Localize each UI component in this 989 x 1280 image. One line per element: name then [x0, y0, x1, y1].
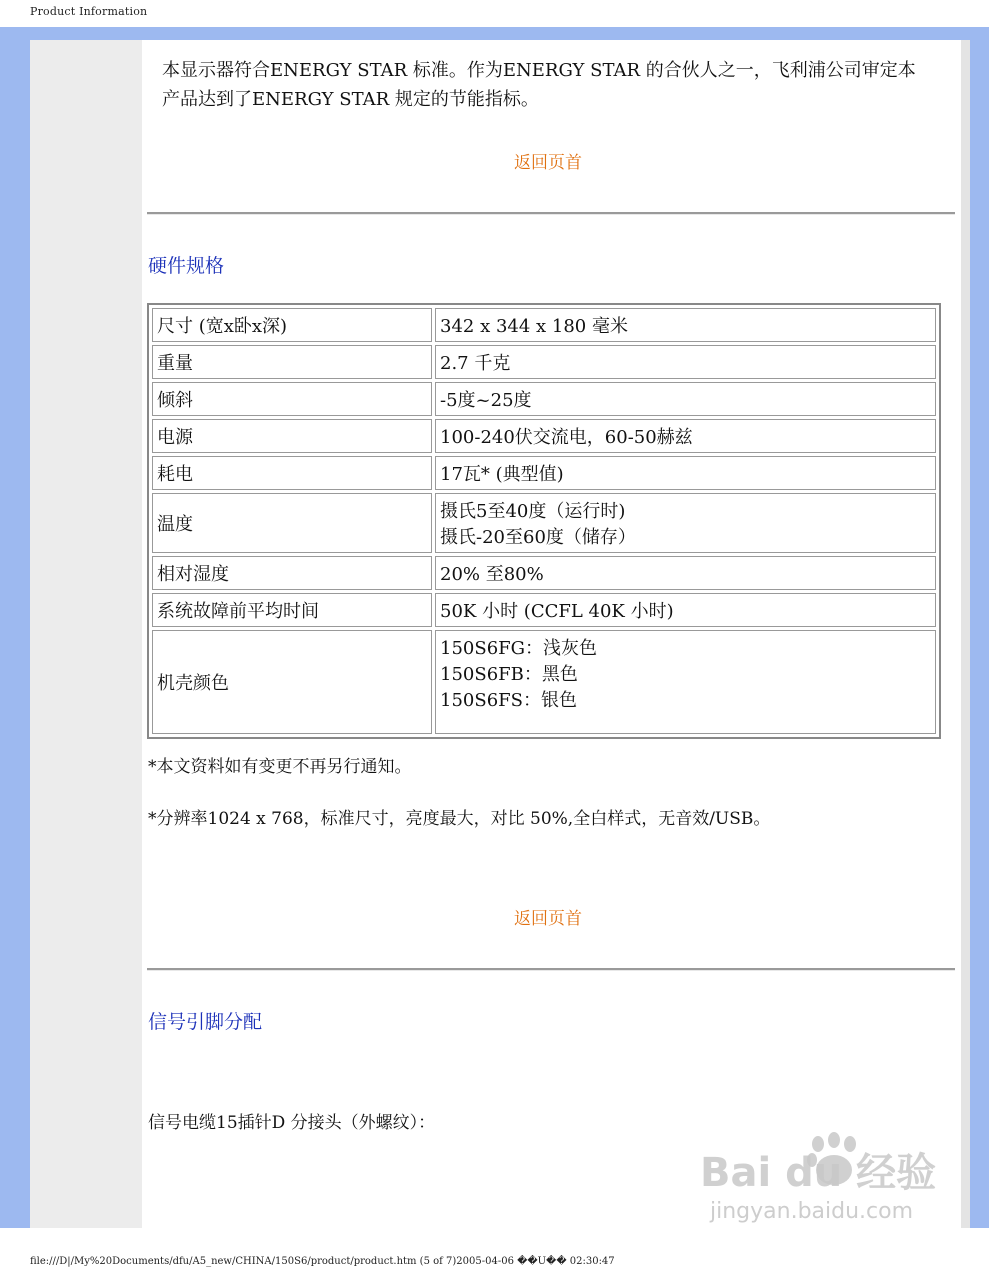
spec-value: 20% 至80%	[435, 556, 936, 590]
test-condition-note: *分辨率1024 x 768，标准尺寸，亮度最大，对比 50%,全白样式，无音效/USB。	[148, 809, 771, 829]
energy-star-paragraph: 本显示器符合ENERGY STAR 标准。作为ENERGY STAR 的合伙人之一，飞利浦公司审定本产品达到了ENERGY STAR 规定的节能指标。	[162, 60, 916, 110]
baidu-paw-icon	[700, 1130, 940, 1225]
spec-value	[435, 493, 936, 553]
spec-value	[435, 630, 936, 734]
spec-key: 相对湿度	[152, 556, 432, 590]
table-row	[152, 382, 936, 416]
content-area	[142, 40, 961, 1228]
baidu-watermark	[700, 1130, 940, 1225]
divider-1	[147, 212, 955, 215]
divider-2	[147, 968, 955, 971]
hardware-spec-table	[147, 303, 941, 739]
hardware-spec-title: 硬件规格	[148, 255, 225, 277]
spec-key: 倾斜	[152, 382, 432, 416]
spec-key: 电源	[152, 419, 432, 453]
spec-value-line: 150S6FS：银色	[440, 690, 577, 711]
page-header-title: Product Information	[30, 5, 148, 18]
page-footer-path: file:///D|/My%20Documents/dfu/A5_new/CHINA/150S6/product/product.htm (5 of 7)2005-04-06 ��U�� 02:30:47	[30, 1256, 615, 1267]
spec-key: 尺寸 (宽x卧x深)	[152, 308, 432, 342]
back-to-top-link-2[interactable]: 返回页首	[514, 909, 582, 929]
table-row	[152, 493, 936, 553]
table-row	[152, 556, 936, 590]
spec-value: 50K 小时 (CCFL 40K 小时)	[435, 593, 936, 627]
table-row	[152, 593, 936, 627]
table-row	[152, 630, 936, 734]
spec-value: -5度~25度	[435, 382, 936, 416]
spec-value-line: 摄氏5至40度（运行时)	[440, 501, 626, 522]
table-row	[152, 345, 936, 379]
back-to-top-link-1[interactable]: 返回页首	[514, 153, 582, 173]
table-row	[152, 308, 936, 342]
spec-value: 342 x 344 x 180 毫米	[435, 308, 936, 342]
spec-key: 机壳颜色	[152, 630, 432, 734]
signal-cable-text: 信号电缆15插针D 分接头（外螺纹）：	[148, 1113, 436, 1133]
spec-key: 重量	[152, 345, 432, 379]
watermark-url: jingyan.baidu.com	[710, 1199, 914, 1224]
watermark-brand: Bai du 经验	[700, 1150, 937, 1196]
table-row	[152, 456, 936, 490]
spec-value: 2.7 千克	[435, 345, 936, 379]
spec-key: 耗电	[152, 456, 432, 490]
right-strip	[961, 40, 970, 1228]
spec-value: 100-240伏交流电，60-50赫兹	[435, 419, 936, 453]
spec-value-line: 150S6FG：浅灰色	[440, 638, 598, 659]
pin-assignment-title: 信号引脚分配	[148, 1011, 263, 1033]
table-row	[152, 419, 936, 453]
spec-key: 系统故障前平均时间	[152, 593, 432, 627]
spec-key: 温度	[152, 493, 432, 553]
spec-value: 17瓦* (典型值)	[435, 456, 936, 490]
left-panel	[30, 40, 142, 1228]
spec-value-line: 150S6FB：黑色	[440, 664, 578, 685]
spec-value-line: 摄氏-20至60度（储存）	[440, 527, 636, 548]
change-notice: *本文资料如有变更不再另行通知。	[148, 757, 412, 777]
